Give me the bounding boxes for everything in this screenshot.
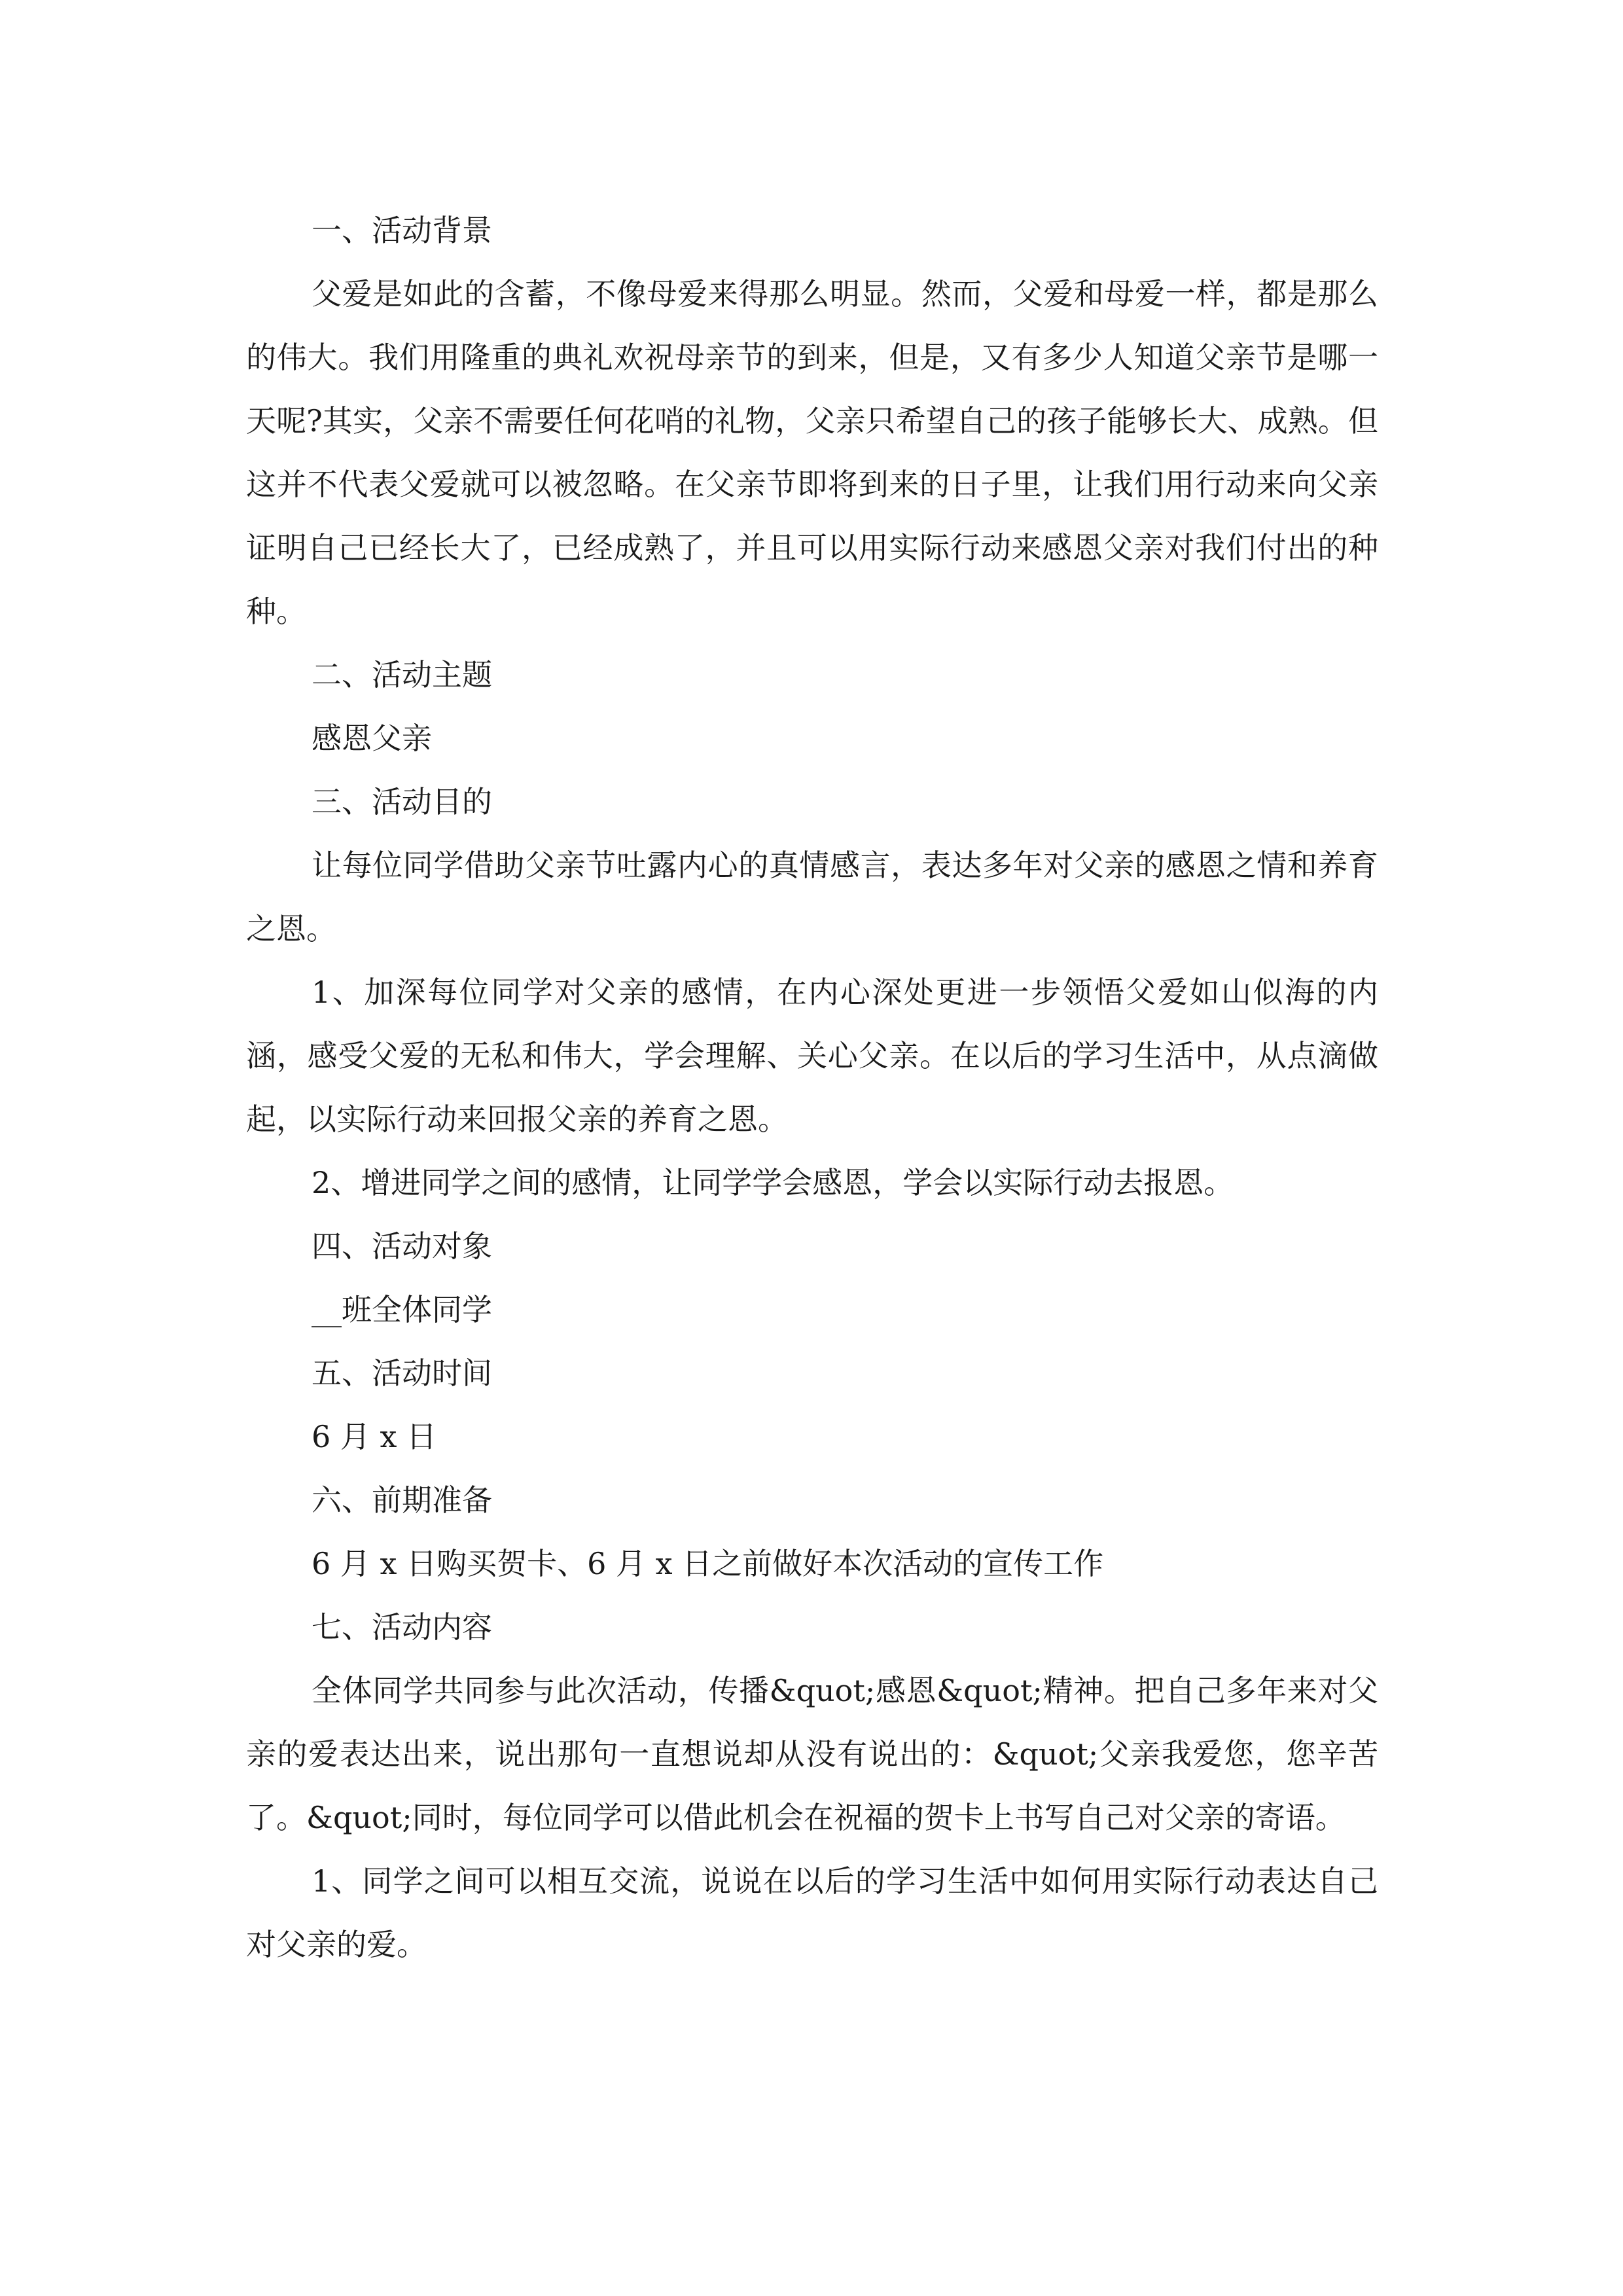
paragraph-time: 6 月 x 日 <box>312 1419 437 1454</box>
paragraph-purpose-item-2: 2、增进同学之间的感情，让同学学会感恩，学会以实际行动去报恩。 <box>312 1165 1234 1200</box>
paragraph-content-item-1: 1、同学之间可以相互交流，说说在以后的学习生活中如何用实际行动表达自己对父亲的爱。 <box>246 1863 1378 1962</box>
paragraph-purpose: 让每位同学借助父亲节吐露内心的真情感言，表达多年对父亲的感恩之情和养育之恩。 <box>246 848 1378 946</box>
heading-audience: 四、活动对象 <box>312 1229 492 1264</box>
paragraph-purpose-item-1: 1、加深每位同学对父亲的感情，在内心深处更进一步领悟父爱如山似海的内涵，感受父爱的无私和伟大，学会理解、关心父亲。在以后的学习生活中，从点滴做起，以实际行动来回报父亲的养育之恩。 <box>246 975 1378 1137</box>
heading-background: 一、活动背景 <box>312 213 492 248</box>
paragraph-background: 父爱是如此的含蓄，不像母爱来得那么明显。然而，父爱和母爱一样，都是那么的伟大。我们用隆重的典礼欢祝母亲节的到来，但是，又有多少人知道父亲节是哪一天呢?其实，父亲不需要任何花哨的礼物，父亲只希望自己的孩子能够长大、成熟。但这并不代表父爱就可以被忽略。在父亲节即将到来的日子里，让我们用行动来向父亲证明自己已经长大了，已经成熟了，并且可以用实际行动来感恩父亲对我们付出的种种。 <box>246 276 1378 629</box>
heading-content: 七、活动内容 <box>312 1609 492 1645</box>
heading-theme: 二、活动主题 <box>312 657 492 692</box>
heading-preparation: 六、前期准备 <box>312 1482 492 1518</box>
document-body <box>246 199 1378 1977</box>
paragraph-theme: 感恩父亲 <box>312 721 432 756</box>
paragraph-audience: __班全体同学 <box>312 1292 492 1327</box>
paragraph-content: 全体同学共同参与此次活动，传播&quot;感恩&quot;精神。把自己多年来对父亲的爱表达出来，说出那句一直想说却从没有说出的：&quot;父亲我爱您，您辛苦了。&quot;同时，每位同学可以借此机会在祝福的贺卡上书写自己对父亲的寄语。 <box>246 1673 1378 1835</box>
heading-time: 五、活动时间 <box>312 1355 492 1391</box>
heading-purpose: 三、活动目的 <box>312 784 492 819</box>
paragraph-preparation: 6 月 x 日购买贺卡、6 月 x 日之前做好本次活动的宣传工作 <box>312 1546 1104 1581</box>
